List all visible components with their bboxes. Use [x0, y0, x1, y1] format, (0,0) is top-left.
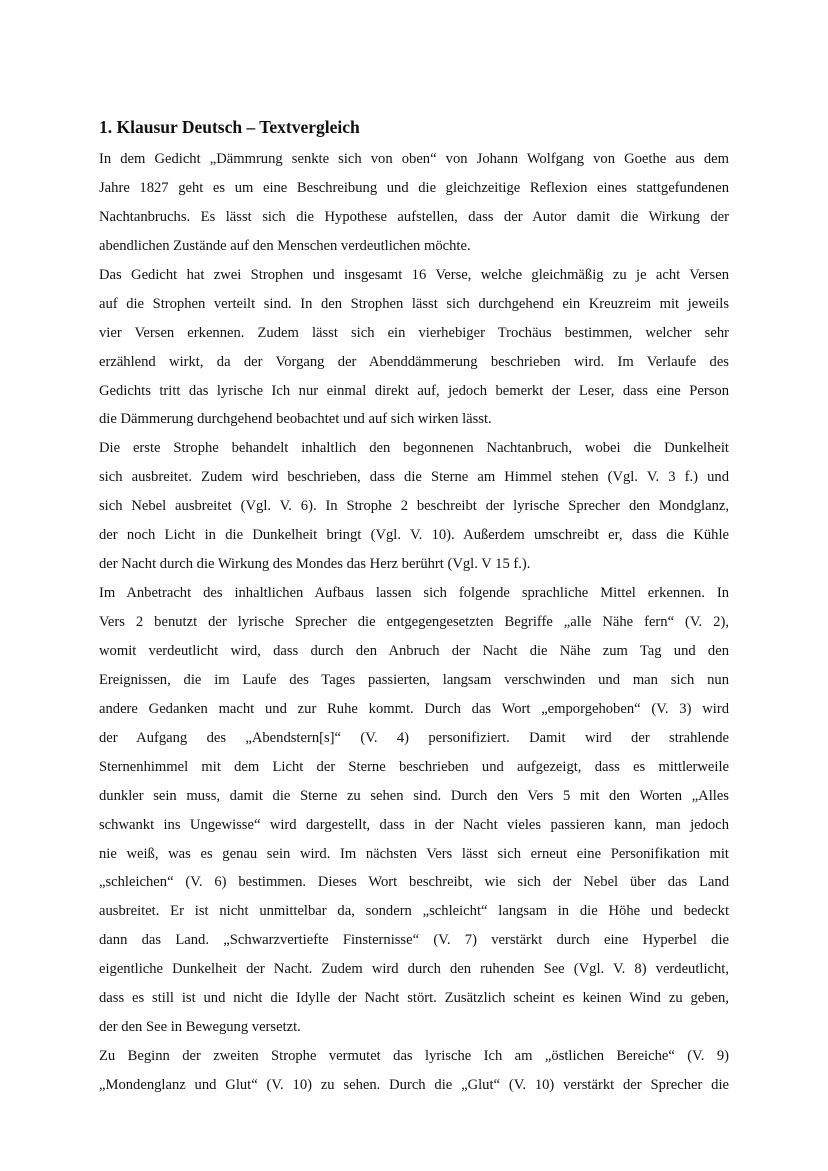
text-line: der Aufgang des „Abendstern[s]“ (V. 4) personifiziert. Damit wird der strahlende: [99, 729, 729, 746]
text-line: dann das Land. „Schwarzvertiefte Finsternisse“ (V. 7) verstärkt durch eine Hyperbel die: [99, 932, 729, 949]
text-line: abendlichen Zustände auf den Menschen verdeutlichen möchte.: [99, 237, 471, 254]
text-line: Im Anbetracht des inhaltlichen Aufbaus lassen sich folgende sprachliche Mittel erkennen. In: [99, 585, 729, 602]
text-line: sich ausbreitet. Zudem wird beschrieben, dass die Sterne am Himmel stehen (Vgl. V. 3 f.) und: [99, 469, 729, 486]
text-line: Nachtanbruchs. Es lässt sich die Hypothese aufstellen, dass der Autor damit die Wirkung der: [99, 208, 729, 225]
text-line: nie weiß, was es genau sein wird. Im nächsten Vers lässt sich erneut eine Personifikation mit: [99, 845, 729, 862]
text-line: die Dämmerung durchgehend beobachtet und auf sich wirken lässt.: [99, 411, 492, 428]
text-line: der Nacht durch die Wirkung des Mondes das Herz berührt (Vgl. V 15 f.).: [99, 556, 531, 573]
text-line: dunkler sein muss, damit die Sterne zu sehen sind. Durch den Vers 5 mit den Worten „Alles: [99, 787, 729, 804]
text-line: Gedichts tritt das lyrische Ich nur einmal direkt auf, jedoch bemerkt der Leser, dass eine Person: [99, 382, 729, 399]
body-text: [99, 145, 729, 1100]
text-line: eigentliche Dunkelheit der Nacht. Zudem wird durch den ruhenden See (Vgl. V. 8) verdeutlicht,: [99, 961, 729, 978]
document-page: [99, 114, 729, 1100]
text-line: sich Nebel ausbreitet (Vgl. V. 6). In Strophe 2 beschreibt der lyrische Sprecher den Mondglanz,: [99, 498, 729, 515]
text-line: der den See in Bewegung versetzt.: [99, 1019, 301, 1036]
text-line: auf die Strophen verteilt sind. In den Strophen lässt sich durchgehend ein Kreuzreim mit jeweils: [99, 295, 729, 312]
text-line: vier Versen erkennen. Zudem lässt sich ein vierhebiger Trochäus bestimmen, welcher sehr: [99, 324, 729, 341]
text-line: Jahre 1827 geht es um eine Beschreibung und die gleichzeitige Reflexion eines stattgefundenen: [99, 179, 729, 196]
text-line: erzählend wirkt, da der Vorgang der Abenddämmerung beschrieben wird. Im Verlaufe des: [99, 353, 729, 370]
text-line: „schleichen“ (V. 6) bestimmen. Dieses Wort beschreibt, wie sich der Nebel über das Land: [99, 874, 729, 891]
text-line: In dem Gedicht „Dämmrung senkte sich von oben“ von Johann Wolfgang von Goethe aus dem: [99, 151, 729, 167]
text-line: schwankt ins Ungewisse“ wird dargestellt, dass in der Nacht vieles passieren kann, man jedoch: [99, 816, 729, 833]
text-line: Das Gedicht hat zwei Strophen und insgesamt 16 Verse, welche gleichmäßig zu je acht Versen: [99, 266, 729, 283]
text-line: „Mondenglanz und Glut“ (V. 10) zu sehen. Durch die „Glut“ (V. 10) verstärkt der Sprecher die: [99, 1077, 729, 1093]
text-line: Die erste Strophe behandelt inhaltlich den begonnenen Nachtanbruch, wobei die Dunkelheit: [99, 440, 729, 457]
text-line: andere Gedanken macht und zur Ruhe kommt. Durch das Wort „emporgehoben“ (V. 3) wird: [99, 700, 729, 717]
text-line: Ereignissen, die im Laufe des Tages passierten, langsam verschwinden und man sich nun: [99, 671, 729, 688]
text-line: dass es still ist und nicht die Idylle der Nacht stört. Zusätzlich scheint es keinen Wind zu geben,: [99, 990, 729, 1007]
text-line: Vers 2 benutzt der lyrische Sprecher die entgegengesetzten Begriffe „alle Nähe fern“ (V. 2),: [99, 614, 729, 630]
text-line: Sternenhimmel mit dem Licht der Sterne beschrieben und aufgezeigt, dass es mittlerweile: [99, 758, 729, 775]
text-line: womit verdeutlicht wird, dass durch den Anbruch der Nacht die Nähe zum Tag und den: [99, 642, 729, 659]
document-title: 1. Klausur Deutsch – Textvergleich: [99, 117, 360, 137]
text-line: der noch Licht in die Dunkelheit bringt (Vgl. V. 10). Außerdem umschreibt er, dass die Kühle: [99, 527, 729, 544]
text-line: ausbreitet. Er ist nicht unmittelbar da, sondern „schleicht“ langsam in die Höhe und bedeckt: [99, 903, 729, 920]
text-line: Zu Beginn der zweiten Strophe vermutet das lyrische Ich am „östlichen Bereiche“ (V. 9): [99, 1048, 729, 1065]
